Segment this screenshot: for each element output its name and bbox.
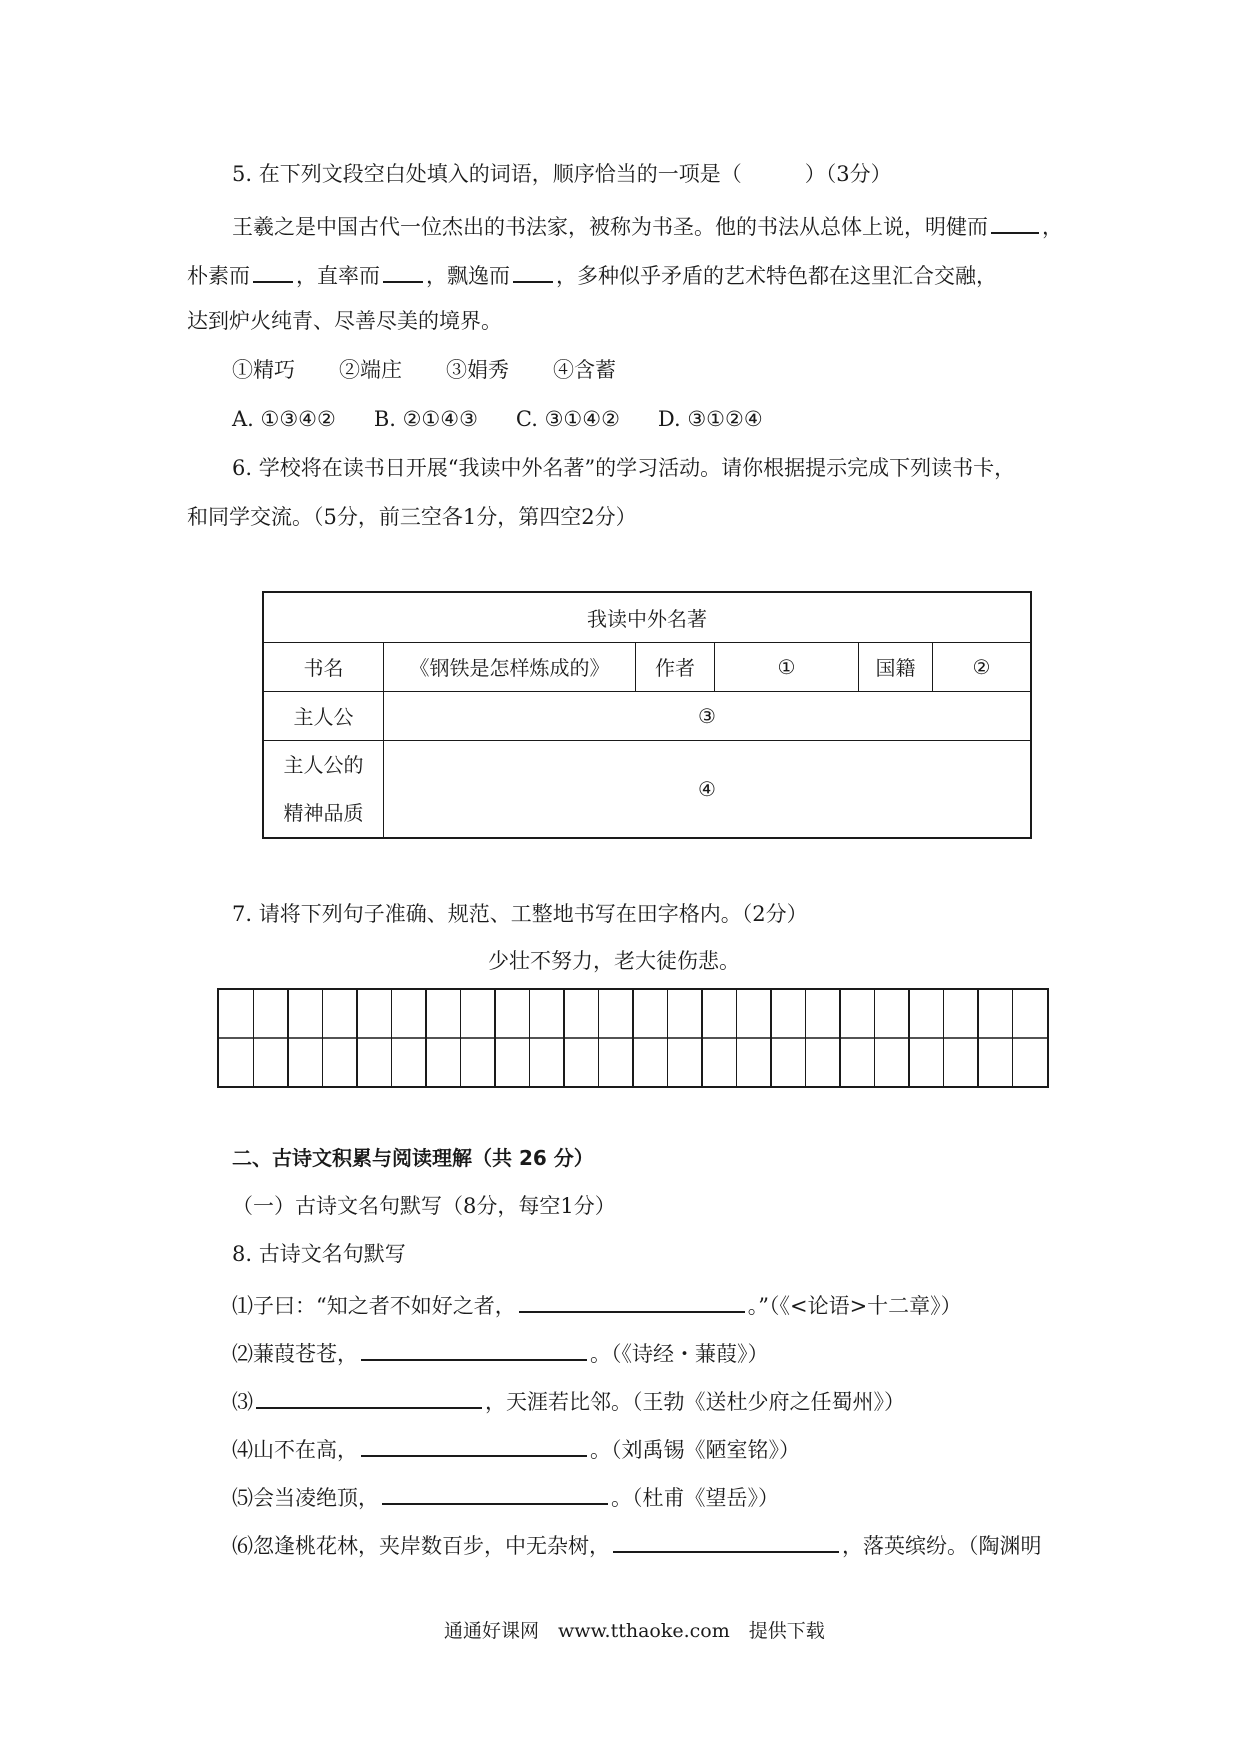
q5-line1-text: 王羲之是中国古代一位杰出的书法家，被称为书圣。他的书法从总体上说，明健而 [232, 215, 988, 239]
q8-item-text: ⑴子曰：“知之者不如好之者， [232, 1294, 516, 1318]
q8-blank-5[interactable] [382, 1481, 608, 1505]
q5-line2-c: ，飘逸而 [426, 264, 510, 288]
q7-sentence: 少壮不努力，老大徒伤悲。 [488, 949, 740, 973]
book-value: 《钢铁是怎样炼成的》 [384, 642, 636, 691]
q8-item-text: ，天涯若比邻。（王勃《送杜少府之任蜀州》） [485, 1390, 905, 1414]
nationality-blank[interactable]: ② [933, 642, 1032, 691]
q5-line1: 王羲之是中国古代一位杰出的书法家，被称为书圣。他的书法从总体上说，明健而 ， [232, 210, 1063, 241]
q5-blank-4[interactable] [513, 259, 553, 283]
q8-item-text: 。”（《<论语>十二章》） [747, 1294, 962, 1318]
tianzige-grid-lines [219, 990, 1047, 1086]
q6-stem-line1: 6. 学校将在读书日开展“我读中外名著”的学习活动。请你根据提示完成下列读书卡， [232, 456, 1016, 480]
q8-item-text: 。（刘禹锡《陋室铭》） [590, 1438, 800, 1462]
quality-label-line1: 主人公的 [283, 752, 364, 777]
q8-item-text: ⑹忽逢桃花林，夹岸数百步，中无杂树， [232, 1534, 610, 1558]
hero-label: 主人公 [263, 691, 384, 740]
q5-stem: 5. 在下列文段空白处填入的词语，顺序恰当的一项是（ ）（3分） [232, 162, 892, 186]
book-label: 书名 [263, 642, 384, 691]
reading-card-table [262, 591, 1032, 839]
q7-stem: 7. 请将下列句子准确、规范、工整地书写在田字格内。（2分） [232, 902, 808, 926]
q8-blank-1[interactable] [519, 1289, 745, 1313]
q8-blank-4[interactable] [361, 1433, 587, 1457]
q5-blank-1[interactable] [991, 210, 1039, 234]
nationality-label: 国籍 [859, 642, 933, 691]
quality-blank[interactable]: ④ [384, 740, 1032, 838]
q5-word: ③娟秀 [446, 358, 509, 382]
q8-item-text: 。（《诗经・蒹葭》） [590, 1342, 769, 1366]
q5-option-b[interactable]: B. ②①④③ [373, 407, 478, 431]
section2-heading: 二、古诗文积累与阅读理解（共 26 分） [232, 1146, 594, 1170]
q8-item-6 [232, 1529, 1042, 1560]
author-blank[interactable]: ① [715, 642, 859, 691]
q5-word: ②端庄 [339, 358, 402, 382]
q8-item-text: ⑶ [232, 1390, 253, 1414]
q8-title: 8. 古诗文名句默写 [232, 1242, 406, 1266]
q8-item-2 [232, 1337, 769, 1368]
q5-line2-b: ，直率而 [296, 264, 380, 288]
quality-label [263, 740, 384, 838]
q8-item-text: ⑵蒹葭苍苍， [232, 1342, 358, 1366]
author-label: 作者 [636, 642, 715, 691]
section2-sub: （一）古诗文名句默写（8分，每空1分） [232, 1194, 616, 1218]
q8-item-text: ⑷山不在高， [232, 1438, 358, 1462]
q5-option-d[interactable]: D. ③①②④ [657, 407, 763, 431]
q5-word: ①精巧 [232, 358, 295, 382]
q8-item-text: ，落英缤纷。（陶渊明 [842, 1534, 1042, 1558]
q5-line2 [187, 259, 997, 290]
quality-label-line2: 精神品质 [283, 800, 364, 825]
q8-item-1 [232, 1289, 962, 1320]
q8-blank-6[interactable] [613, 1529, 839, 1553]
page-footer: 通通好课网 www.tthaoke.com 提供下载 [444, 1620, 825, 1642]
q6-stem-line2: 和同学交流。（5分，前三空各1分，第四空2分） [187, 505, 637, 529]
q8-item-text: ⑸会当凌绝顶， [232, 1486, 379, 1510]
q8-blank-2[interactable] [361, 1337, 587, 1361]
q8-item-text: 。（杜甫《望岳》） [611, 1486, 779, 1510]
hero-blank[interactable]: ③ [384, 691, 1032, 740]
q8-item-5 [232, 1481, 779, 1512]
q8-blank-3[interactable] [256, 1385, 482, 1409]
q5-options [232, 406, 821, 433]
q5-blank-2[interactable] [253, 259, 293, 283]
q5-word: ④含蓄 [553, 358, 616, 382]
q5-option-a[interactable]: A. ①③④② [232, 407, 336, 431]
q5-line2-a: 朴素而 [187, 264, 250, 288]
q8-item-4 [232, 1433, 800, 1464]
reading-card-title: 我读中外名著 [263, 592, 1031, 642]
tianzige-writing-grid[interactable] [217, 988, 1049, 1088]
q5-option-c[interactable]: C. ③①④② [515, 407, 620, 431]
q5-blank-3[interactable] [383, 259, 423, 283]
q5-line3: 达到炉火纯青、尽善尽美的境界。 [187, 309, 502, 333]
q8-item-3 [232, 1385, 905, 1416]
q5-word-list [232, 357, 674, 384]
q5-line2-d: ，多种似乎矛盾的艺术特色都在这里汇合交融， [556, 264, 997, 288]
